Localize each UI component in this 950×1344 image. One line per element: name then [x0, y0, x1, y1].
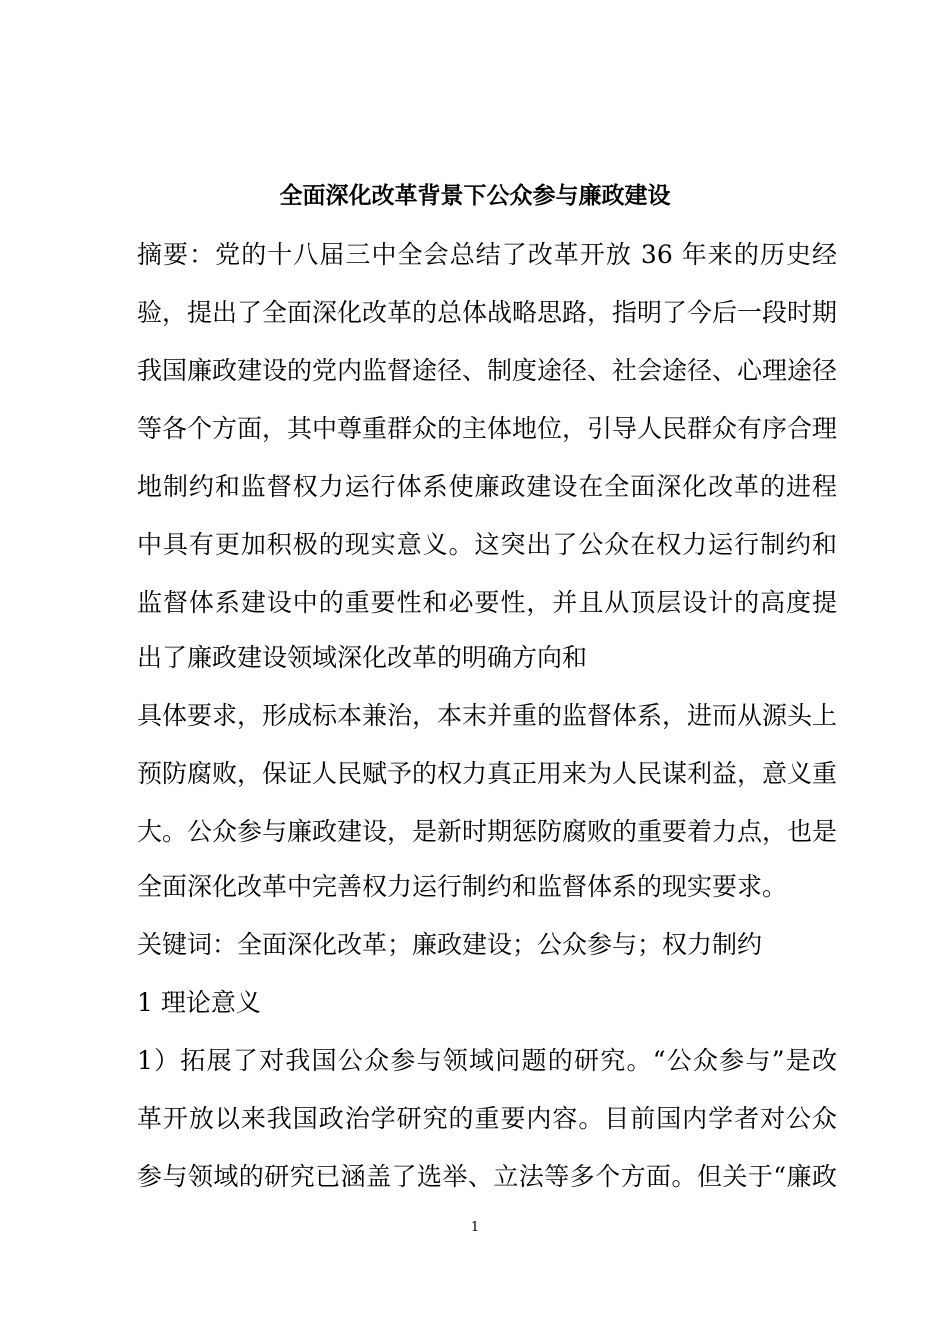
abstract-line-5: 地制约和监督权力运行体系使廉政建设在全面深化改革的进程: [137, 472, 837, 501]
abstract-line-1: 摘要：党的十八届三中全会总结了改革开放 36 年来的历史经: [137, 240, 837, 269]
abstract-line-12: 全面深化改革中完善权力运行制约和监督体系的现实要求。: [137, 872, 788, 901]
abstract-line-7: 监督体系建设中的重要性和必要性，并且从顶层设计的高度提: [137, 588, 837, 617]
body-line-1: 1）拓展了对我国公众参与领域问题的研究。“公众参与”是改: [137, 1046, 837, 1075]
abstract-line-3: 我国廉政建设的党内监督途径、制度途径、社会途径、心理途径: [137, 356, 838, 385]
document-title: 全面深化改革背景下公众参与廉政建设: [279, 182, 671, 209]
abstract-line-6: 中具有更加积极的现实意义。这突出了公众在权力运行制约和: [137, 530, 837, 559]
abstract-line-2: 验，提出了全面深化改革的总体战略思路，指明了今后一段时期: [137, 298, 838, 327]
abstract-line-9: 具体要求，形成标本兼治，本末并重的监督体系，进而从源头上: [137, 701, 838, 730]
abstract-line-8: 出了廉政建设领域深化改革的明确方向和: [137, 643, 588, 672]
abstract-line-10: 预防腐败，保证人民赋予的权力真正用来为人民谋利益，意义重: [137, 759, 838, 788]
keywords-line: 关键词：全面深化改革；廉政建设；公众参与；权力制约: [137, 930, 763, 959]
page-number: 1: [470, 1220, 480, 1235]
abstract-line-11: 大。公众参与廉政建设，是新时期惩防腐败的重要着力点，也是: [137, 817, 838, 846]
body-line-2: 革开放以来我国政治学研究的重要内容。目前国内学者对公众: [137, 1104, 837, 1133]
body-line-3: 参与领域的研究已涵盖了选举、立法等多个方面。但关于“廉政: [137, 1162, 837, 1191]
abstract-line-4: 等各个方面，其中尊重群众的主体地位，引导人民群众有序合理: [137, 414, 838, 443]
section-heading: 1 理论意义: [137, 988, 261, 1017]
